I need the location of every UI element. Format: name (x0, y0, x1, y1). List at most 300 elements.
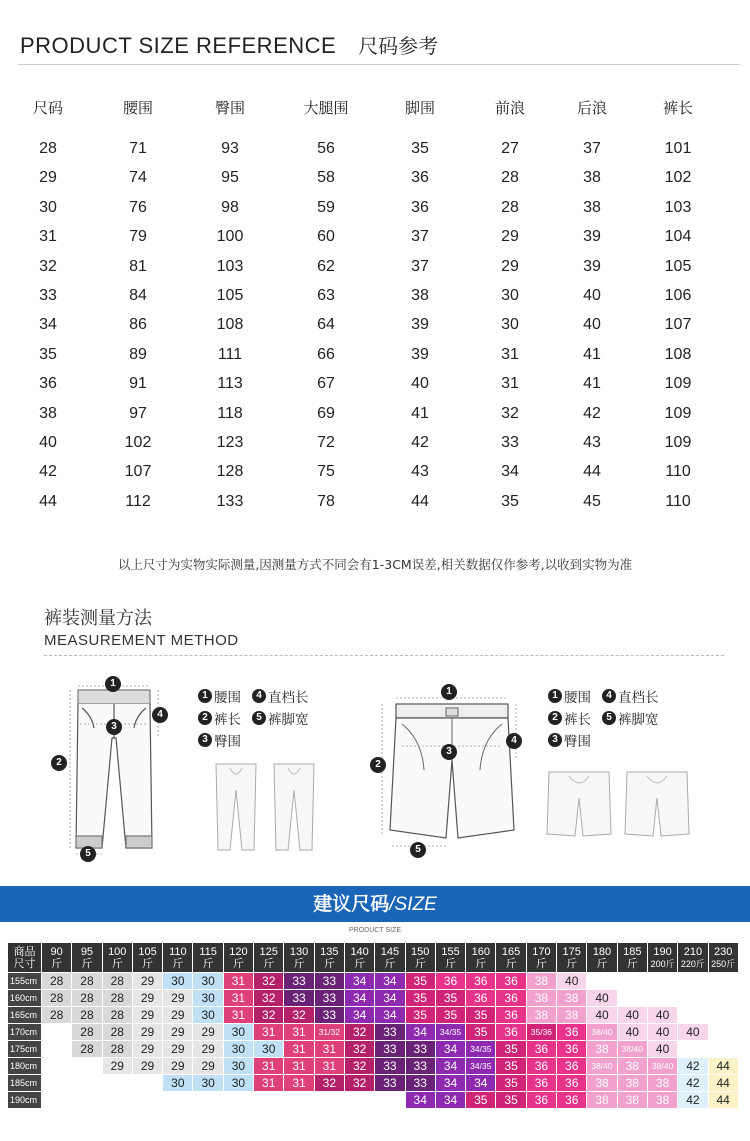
grid-cell (42, 1041, 72, 1058)
table-cell: 101 (664, 140, 692, 157)
table-cell: 42 (411, 434, 429, 451)
grid-cell: 38 (557, 1007, 587, 1024)
grid-cell (678, 1007, 708, 1024)
weight-header (405, 943, 435, 973)
grid-cell: 30 (223, 1041, 253, 1058)
grid-cell: 36 (526, 1058, 556, 1075)
table-cell: 89 (129, 345, 147, 363)
grid-cell: 31 (314, 1041, 344, 1058)
grid-cell: 32 (254, 973, 284, 990)
table-row (0, 199, 750, 219)
legend-number-icon: 2 (198, 711, 212, 725)
table-cell: 103 (216, 257, 244, 275)
table-cell: 31 (39, 228, 57, 246)
suggested-size-grid (7, 942, 739, 1109)
grid-cell: 36 (526, 1041, 556, 1058)
grid-cell: 36 (496, 1007, 526, 1024)
table-cell: 59 (317, 198, 335, 216)
grid-cell: 40 (557, 973, 587, 990)
grid-cell: 30 (193, 990, 223, 1007)
table-cell: 29 (501, 257, 519, 275)
grid-cell: 42 (678, 1058, 708, 1075)
weight-unit: 斤 (111, 957, 123, 970)
grid-cell: 29 (132, 1024, 162, 1041)
weight-unit: 斤 (566, 957, 578, 970)
table-cell: 72 (317, 434, 335, 451)
grid-cell: 40 (587, 1007, 617, 1024)
marker-icon: 1 (105, 676, 121, 692)
grid-cell: 30 (223, 1024, 253, 1041)
table-cell: 41 (583, 375, 601, 393)
grid-cell: 30 (223, 1075, 253, 1092)
weight-value: 100 (108, 945, 127, 958)
suggested-size-banner (0, 886, 750, 922)
table-cell: 64 (317, 316, 335, 334)
table-row (0, 346, 750, 366)
grid-cell (708, 1007, 738, 1024)
table-cell: 45 (583, 492, 601, 510)
method-title-en: MEASUREMENT METHOD (44, 632, 239, 649)
grid-cell: 29 (132, 973, 162, 990)
grid-cell: 31 (223, 973, 253, 990)
table-cell: 74 (129, 169, 147, 187)
grid-cell: 38 (587, 1075, 617, 1092)
shorts-diagram (372, 680, 532, 855)
grid-cell: 32 (314, 1075, 344, 1092)
weight-header (678, 943, 708, 973)
grid-cell: 35 (496, 1041, 526, 1058)
grid-cell: 38 (647, 1075, 677, 1092)
grid-cell: 38 (617, 1075, 647, 1092)
legend-label: 臀围 (214, 734, 241, 750)
marker-icon: 4 (506, 733, 522, 749)
weight-value: 110 (169, 945, 187, 958)
weight-unit: 斤 (81, 957, 93, 970)
table-cell: 75 (317, 463, 335, 481)
grid-cell: 29 (132, 1058, 162, 1075)
table-cell: 95 (221, 169, 239, 187)
table-cell: 35 (501, 492, 519, 510)
marker-icon: 3 (106, 719, 122, 735)
weight-value: 115 (199, 945, 217, 958)
height-label: 160cm (8, 990, 42, 1007)
legend-label: 裤长 (564, 712, 591, 728)
grid-cell: 38 (647, 1092, 677, 1109)
grid-cell (102, 1092, 132, 1109)
table-header-row (0, 97, 750, 117)
weight-value: 150 (411, 945, 430, 958)
grid-cell: 40 (678, 1024, 708, 1041)
weight-header (193, 943, 223, 973)
table-cell: 37 (411, 257, 429, 275)
grid-cell: 29 (193, 1024, 223, 1041)
table-cell: 86 (129, 316, 147, 334)
grid-cell: 29 (132, 990, 162, 1007)
grid-row (8, 1007, 739, 1024)
table-cell: 109 (664, 434, 692, 451)
banner-sep: / (389, 894, 395, 915)
table-cell: 32 (39, 257, 57, 275)
weight-value: 105 (138, 945, 157, 958)
table-cell: 106 (664, 287, 692, 304)
corner-bottom-label: 尺寸 (13, 957, 36, 970)
weight-value: 160 (471, 945, 490, 958)
table-row (0, 405, 750, 425)
grid-cell: 35 (466, 1024, 496, 1041)
weight-unit: 220斤 (680, 958, 705, 969)
table-cell: 76 (129, 198, 147, 216)
grid-cell: 29 (102, 1058, 132, 1075)
table-cell: 40 (39, 434, 57, 451)
weight-unit: 斤 (202, 957, 214, 970)
table-row (0, 434, 750, 454)
table-cell: 30 (501, 287, 519, 304)
table-cell: 107 (664, 316, 692, 334)
grid-cell: 31 (223, 1007, 253, 1024)
table-cell: 34 (501, 463, 519, 481)
table-cell: 28 (501, 169, 519, 187)
grid-cell: 28 (72, 1041, 102, 1058)
grid-cell (254, 1092, 284, 1109)
table-cell: 38 (583, 169, 601, 187)
legend-number-icon: 4 (252, 689, 266, 703)
legend-label: 裤脚宽 (618, 712, 659, 728)
grid-cell (193, 1092, 223, 1109)
weight-unit: 斤 (172, 957, 184, 970)
table-cell: 32 (501, 404, 519, 422)
table-cell: 36 (39, 375, 57, 393)
table-cell: 41 (411, 404, 429, 422)
weight-header (526, 943, 556, 973)
grid-cell: 36 (557, 1075, 587, 1092)
grid-cell: 33 (375, 1058, 405, 1075)
grid-cell: 36 (526, 1092, 556, 1109)
legend-label: 腰围 (214, 690, 241, 706)
grid-cell: 33 (314, 1007, 344, 1024)
table-cell: 128 (216, 463, 244, 481)
grid-cell: 40 (647, 1041, 677, 1058)
table-cell: 78 (317, 492, 335, 510)
grid-cell: 29 (163, 990, 193, 1007)
grid-cell: 35 (496, 1075, 526, 1092)
grid-cell: 35 (435, 990, 465, 1007)
legend-label: 臀围 (564, 734, 591, 750)
grid-cell: 31 (254, 1024, 284, 1041)
weight-header (647, 943, 677, 973)
grid-cell: 32 (284, 1007, 314, 1024)
grid-cell: 36 (557, 1092, 587, 1109)
grid-cell: 32 (254, 990, 284, 1007)
grid-cell: 38/40 (647, 1058, 677, 1075)
table-cell: 39 (411, 345, 429, 363)
height-label: 170cm (8, 1024, 42, 1041)
table-cell: 98 (221, 198, 239, 216)
weight-header (72, 943, 102, 973)
grid-cell (132, 1092, 162, 1109)
weight-unit: 斤 (293, 957, 305, 970)
grid-cell: 36 (557, 1058, 587, 1075)
grid-cell: 32 (344, 1024, 374, 1041)
table-cell: 28 (39, 140, 57, 157)
table-cell: 44 (39, 492, 57, 510)
grid-cell: 29 (163, 1058, 193, 1075)
grid-cell: 30 (193, 1075, 223, 1092)
product-size-label: PRODUCT SIZE (349, 927, 401, 934)
grid-cell: 32 (344, 1041, 374, 1058)
grid-cell: 29 (163, 1041, 193, 1058)
table-row (0, 463, 750, 483)
weight-header (708, 943, 738, 973)
grid-cell: 30 (193, 1007, 223, 1024)
weight-header (102, 943, 132, 973)
grid-cell (102, 1075, 132, 1092)
weight-header (587, 943, 617, 973)
weight-header (132, 943, 162, 973)
weight-unit: 斤 (475, 957, 487, 970)
weight-unit: 斤 (232, 957, 244, 970)
grid-cell: 34 (344, 1007, 374, 1024)
legend-number-icon: 3 (198, 733, 212, 747)
table-row (0, 375, 750, 395)
grid-corner (8, 943, 42, 973)
table-cell: 42 (39, 463, 57, 481)
grid-cell: 40 (617, 1007, 647, 1024)
weight-header (435, 943, 465, 973)
table-cell: 34 (39, 316, 57, 334)
grid-row (8, 1075, 739, 1092)
grid-cell: 33 (405, 1058, 435, 1075)
grid-cell (132, 1075, 162, 1092)
table-cell: 58 (317, 169, 335, 187)
weight-value: 135 (320, 945, 339, 958)
legend-number-icon: 1 (198, 689, 212, 703)
grid-cell (223, 1092, 253, 1109)
grid-header-row (8, 943, 739, 973)
weight-header (466, 943, 496, 973)
grid-cell: 33 (284, 973, 314, 990)
column-header: 大腿围 (303, 99, 349, 117)
grid-cell: 28 (72, 1007, 102, 1024)
table-cell: 93 (221, 140, 239, 157)
weight-unit: 斤 (142, 957, 154, 970)
grid-cell: 36 (466, 973, 496, 990)
legend-number-icon: 2 (548, 711, 562, 725)
table-row (0, 169, 750, 189)
long-pants-thumbnails (210, 760, 330, 855)
grid-cell (708, 1024, 738, 1041)
table-cell: 109 (664, 404, 692, 422)
table-cell: 109 (664, 375, 692, 393)
shorts-thumbnails (545, 768, 695, 843)
grid-cell (617, 990, 647, 1007)
weight-unit: 斤 (445, 957, 456, 970)
table-cell: 37 (583, 140, 601, 157)
grid-cell (72, 1075, 102, 1092)
table-cell: 39 (583, 228, 601, 246)
weight-header (496, 943, 526, 973)
weight-header (254, 943, 284, 973)
grid-cell (284, 1092, 314, 1109)
height-label: 175cm (8, 1041, 42, 1058)
grid-cell: 31 (254, 1075, 284, 1092)
grid-cell: 42 (678, 1075, 708, 1092)
table-cell: 118 (217, 404, 243, 422)
column-header: 尺码 (32, 99, 63, 117)
table-cell: 66 (317, 345, 335, 363)
grid-cell: 29 (193, 1058, 223, 1075)
weight-header (314, 943, 344, 973)
grid-cell: 36 (496, 1024, 526, 1041)
grid-cell (708, 1041, 738, 1058)
grid-cell: 32 (254, 1007, 284, 1024)
grid-cell: 32 (344, 1058, 374, 1075)
table-cell: 110 (665, 492, 691, 510)
table-cell: 40 (411, 375, 429, 393)
table-cell: 108 (664, 345, 692, 363)
weight-unit: 斤 (626, 957, 638, 970)
grid-cell: 30 (163, 1075, 193, 1092)
marker-icon: 1 (441, 684, 457, 700)
table-cell: 29 (501, 228, 519, 246)
table-cell: 104 (664, 228, 692, 246)
grid-cell: 29 (193, 1041, 223, 1058)
height-label: 185cm (8, 1075, 42, 1092)
grid-cell: 38 (557, 990, 587, 1007)
marker-icon: 4 (152, 707, 168, 723)
grid-cell: 42 (678, 1092, 708, 1109)
grid-cell: 34/35 (466, 1058, 496, 1075)
table-cell: 43 (411, 463, 429, 481)
legend-number-icon: 5 (252, 711, 266, 725)
grid-cell: 31 (284, 1075, 314, 1092)
grid-cell: 34 (375, 990, 405, 1007)
grid-cell: 34 (435, 1092, 465, 1109)
grid-cell: 31 (284, 1058, 314, 1075)
corner-top-label: 商品 (13, 945, 36, 958)
marker-icon: 3 (441, 744, 457, 760)
table-cell: 110 (665, 463, 691, 481)
height-label: 180cm (8, 1058, 42, 1075)
grid-cell: 38 (617, 1058, 647, 1075)
weight-unit: 斤 (263, 957, 275, 970)
grid-cell: 35 (435, 1007, 465, 1024)
table-cell: 40 (583, 287, 601, 304)
grid-cell (72, 1058, 102, 1075)
grid-cell (678, 990, 708, 1007)
table-row (0, 316, 750, 336)
grid-cell: 32 (344, 1075, 374, 1092)
grid-cell: 30 (254, 1041, 284, 1058)
legend-number-icon: 4 (602, 689, 616, 703)
table-cell: 112 (125, 492, 151, 510)
weight-value: 190 (653, 945, 672, 958)
table-cell: 60 (317, 228, 335, 246)
table-cell: 42 (583, 404, 601, 422)
legend-label: 裤脚宽 (268, 712, 309, 728)
grid-cell (42, 1075, 72, 1092)
grid-cell: 34 (466, 1075, 496, 1092)
table-cell: 33 (501, 434, 519, 451)
grid-cell: 35 (496, 1058, 526, 1075)
table-cell: 67 (317, 375, 335, 393)
grid-cell: 34/35 (466, 1041, 496, 1058)
grid-cell: 34 (405, 1092, 435, 1109)
grid-cell: 28 (102, 973, 132, 990)
grid-cell (72, 1092, 102, 1109)
grid-row (8, 1041, 739, 1058)
grid-cell: 34 (375, 1007, 405, 1024)
weight-value: 90 (50, 945, 63, 958)
weight-header (344, 943, 374, 973)
grid-row (8, 973, 739, 990)
grid-cell: 35 (405, 990, 435, 1007)
grid-cell (617, 973, 647, 990)
grid-cell: 34 (405, 1024, 435, 1041)
grid-cell: 28 (42, 990, 72, 1007)
grid-cell (678, 1041, 708, 1058)
table-cell: 44 (411, 492, 429, 510)
grid-cell: 33 (375, 1024, 405, 1041)
grid-cell (587, 973, 617, 990)
weight-value: 95 (80, 945, 94, 958)
table-cell: 102 (124, 434, 152, 451)
grid-row (8, 1058, 739, 1075)
table-cell: 39 (411, 316, 429, 334)
grid-cell: 30 (193, 973, 223, 990)
weight-unit: 斤 (505, 957, 517, 970)
table-cell: 69 (317, 404, 335, 422)
weight-value: 210 (683, 945, 703, 958)
table-cell: 31 (501, 375, 519, 393)
grid-cell: 36 (496, 973, 526, 990)
grid-cell: 38 (526, 1007, 556, 1024)
weight-value: 170 (532, 945, 551, 958)
grid-cell: 31 (254, 1058, 284, 1075)
weight-value: 180 (592, 945, 612, 958)
column-header: 臀围 (214, 99, 245, 117)
table-cell: 31 (501, 345, 519, 363)
table-cell: 91 (129, 375, 147, 393)
table-cell: 41 (583, 345, 601, 363)
weight-header (617, 943, 647, 973)
table-row (0, 228, 750, 248)
measurement-note: 以上尺寸为实物实际测量,因测量方式不同会有1-3CM误差,相关数据仅作参考,以收到实物为准 (117, 557, 633, 572)
grid-cell: 28 (72, 990, 102, 1007)
table-cell: 105 (216, 287, 244, 304)
grid-cell (708, 973, 738, 990)
table-cell: 29 (39, 169, 57, 187)
banner-en: SIZE (394, 894, 437, 915)
title-cn: 尺码参考 (358, 34, 439, 58)
table-cell: 79 (129, 228, 147, 246)
table-cell: 100 (216, 228, 244, 246)
table-cell: 30 (501, 316, 519, 334)
grid-cell: 31 (284, 1024, 314, 1041)
grid-cell: 38 (587, 1092, 617, 1109)
weight-value: 130 (289, 945, 309, 958)
grid-cell: 28 (102, 990, 132, 1007)
grid-cell: 34 (375, 973, 405, 990)
marker-icon: 2 (370, 757, 386, 773)
grid-cell: 33 (314, 990, 344, 1007)
grid-cell (42, 1058, 72, 1075)
weight-header (163, 943, 193, 973)
table-cell: 123 (216, 434, 244, 451)
table-cell: 38 (39, 404, 57, 422)
grid-cell: 40 (617, 1024, 647, 1041)
table-cell: 103 (664, 198, 692, 216)
table-cell: 97 (129, 404, 147, 422)
